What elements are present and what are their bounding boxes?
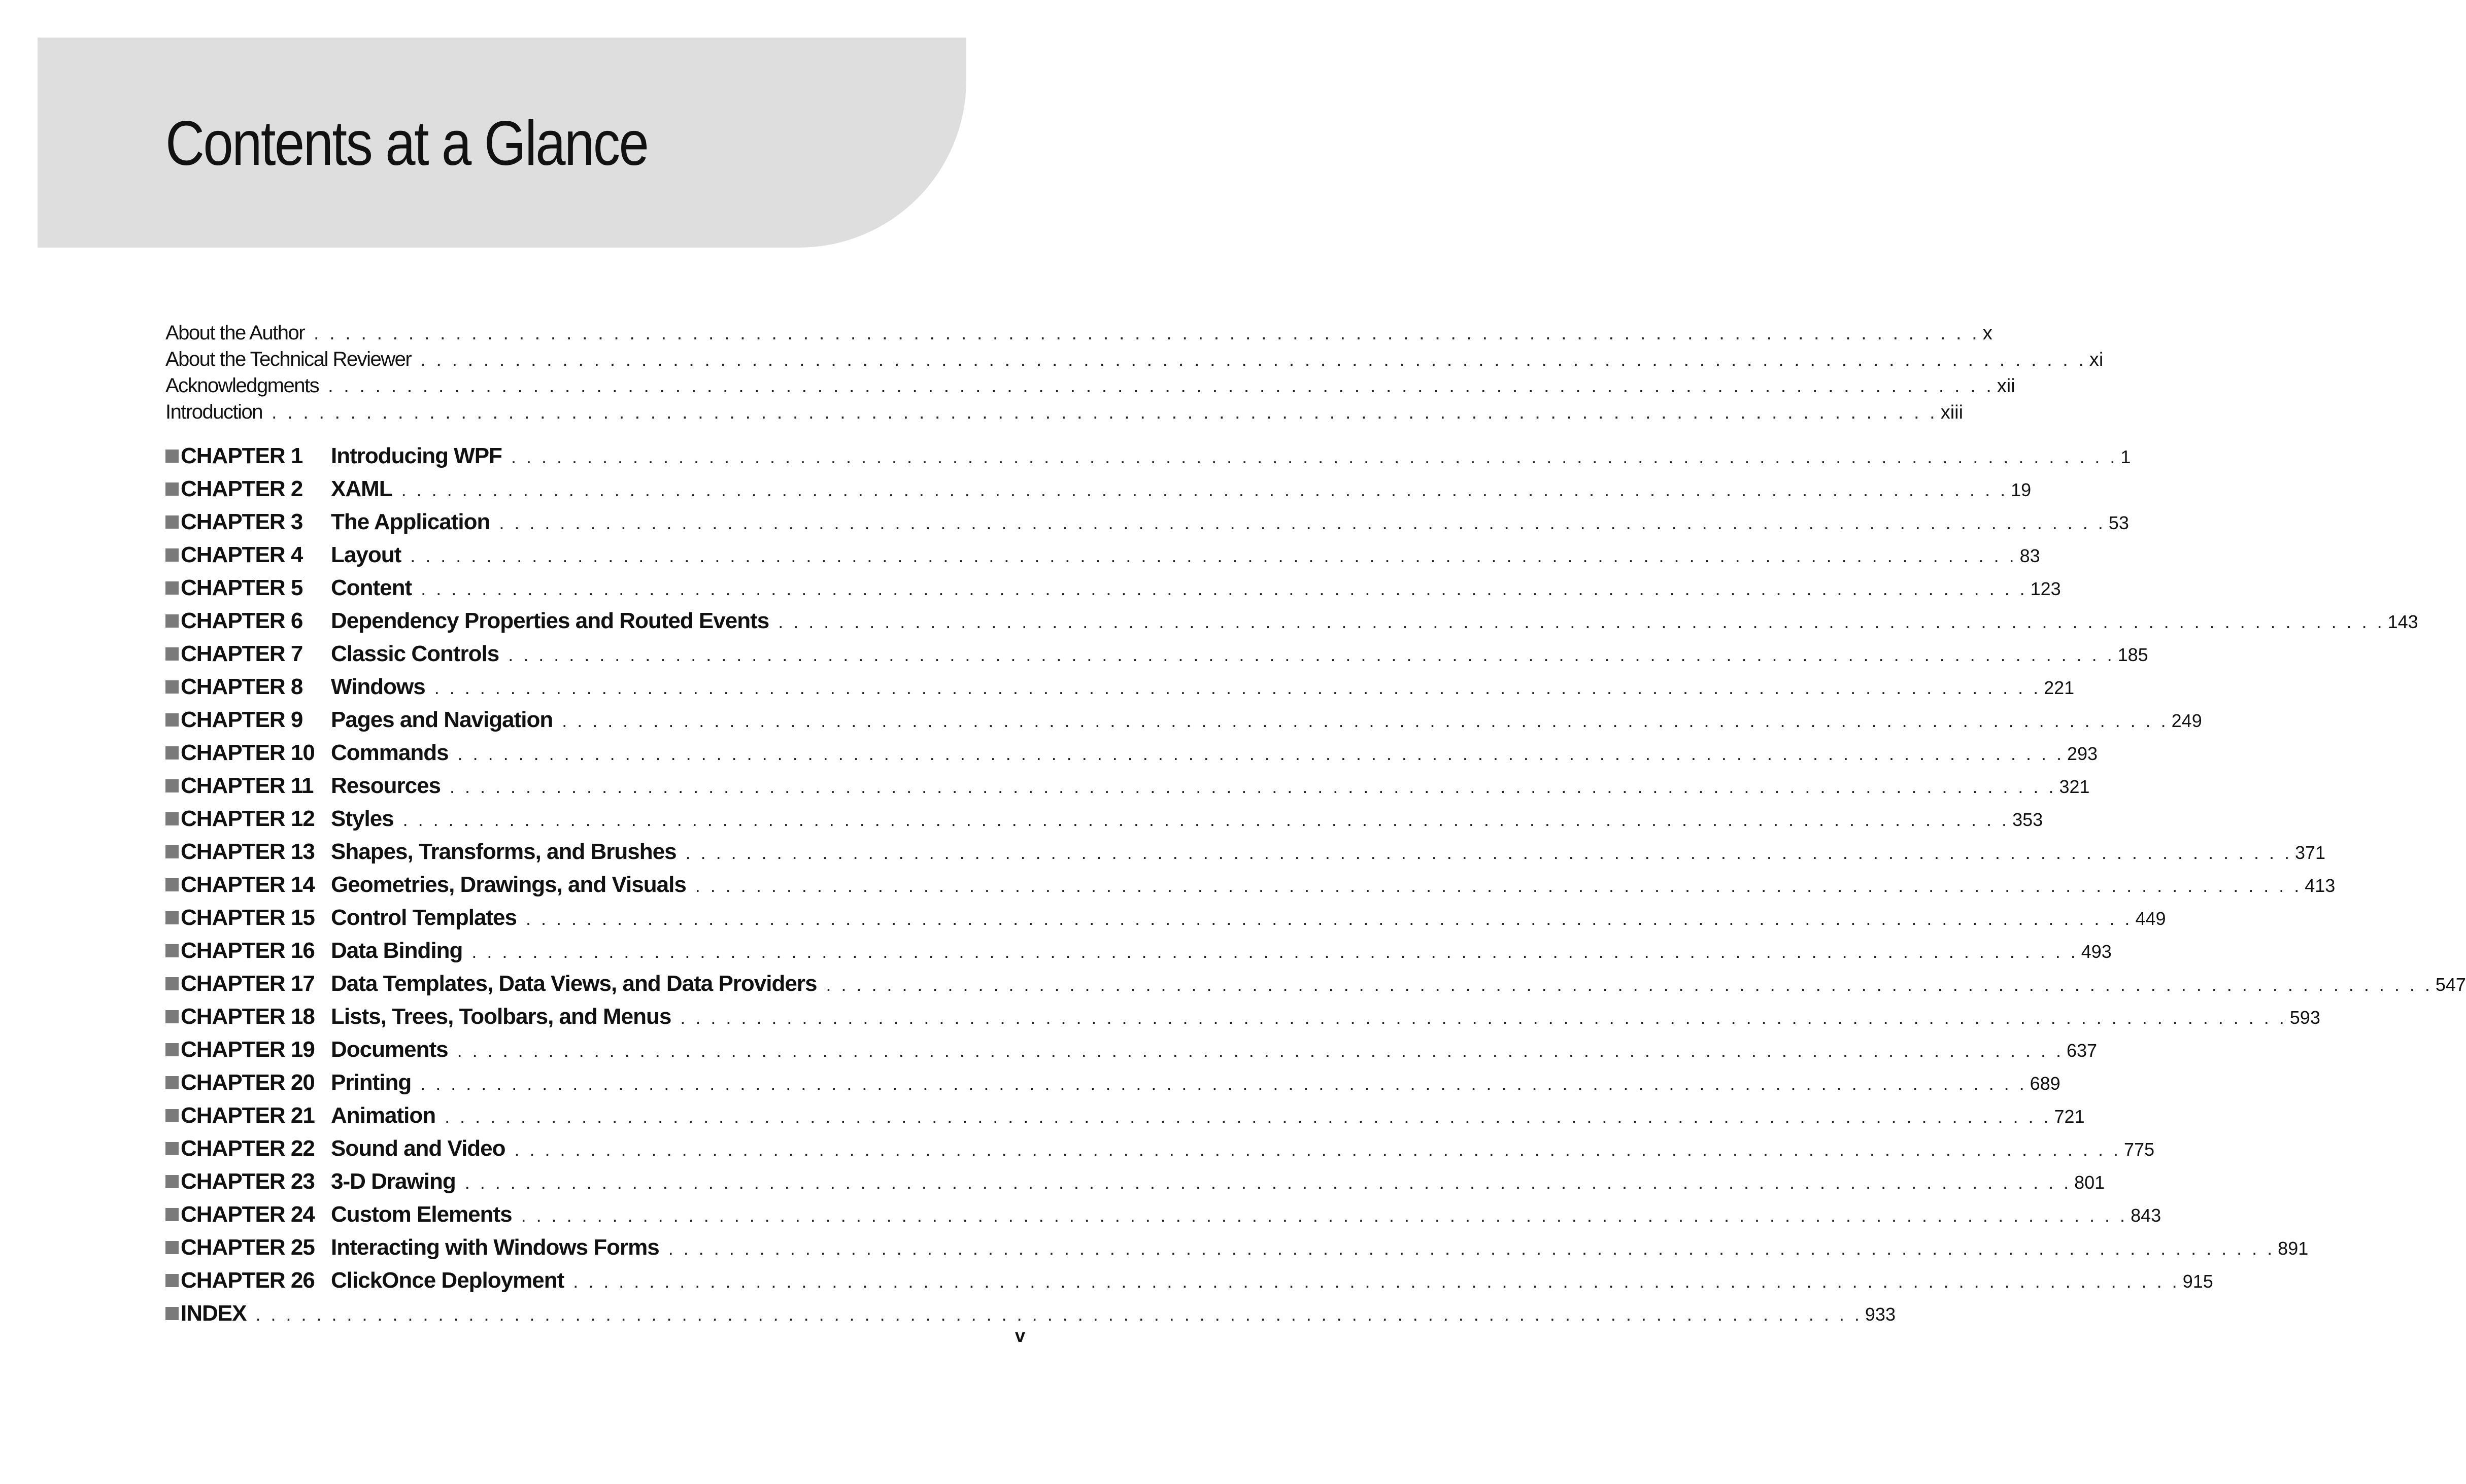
leader-dots: . . . . . . . . . . . . . . . . . . . . . . . . . . . . . . . . . . . . . . . . . . . . . . . . . . . . . . . . . . . . . . . . . . . . . . . . . . . . . . . . . . . . . . . . . . . . . . . . . . . . . . . . . . — [457, 743, 2065, 764]
leader-dots: . . . . . . . . . . . . . . . . . . . . . . . . . . . . . . . . . . . . . . . . . . . . . . . . . . . . . . . . . . . . . . . . . . . . . . . . . . . . . . . . . . . . . . . . . . . . . . . . . . . . . . . . . . — [420, 349, 2086, 370]
leader-dots: . . . . . . . . . . . . . . . . . . . . . . . . . . . . . . . . . . . . . . . . . . . . . . . . . . . . . . . . . . . . . . . . . . . . . . . . . . . . . . . . . . . . . . . . . . . . . . . . . . . . . . . . . . — [434, 677, 2041, 698]
chapter-title: Resources — [331, 773, 441, 798]
entry-page-number: 493 — [2081, 941, 2112, 962]
entry-page-number: 721 — [2054, 1106, 2085, 1127]
entry-page-number: 547 — [2435, 974, 2466, 995]
leader-dots: . . . . . . . . . . . . . . . . . . . . . . . . . . . . . . . . . . . . . . . . . . . . . . . . . . . . . . . . . . . . . . . . . . . . . . . . . . . . . . . . . . . . . . . . . . . . . . . . . . . . . . . . . . — [562, 710, 2169, 731]
entry-page-number: 353 — [2012, 809, 2043, 830]
leader-dots: . . . . . . . . . . . . . . . . . . . . . . . . . . . . . . . . . . . . . . . . . . . . . . . . . . . . . . . . . . . . . . . . . . . . . . . . . . . . . . . . . . . . . . . . . . . . . . . . . . . . . . . . . . — [826, 974, 2433, 995]
toc-entry-chapter[interactable] — [165, 608, 2418, 634]
square-bullet-icon — [165, 812, 179, 825]
leader-dots: . . . . . . . . . . . . . . . . . . . . . . . . . . . . . . . . . . . . . . . . . . . . . . . . . . . . . . . . . . . . . . . . . . . . . . . . . . . . . . . . . . . . . . . . . . . . . . . . . . . . . . . . . . — [421, 578, 2028, 599]
leader-dots: . . . . . . . . . . . . . . . . . . . . . . . . . . . . . . . . . . . . . . . . . . . . . . . . . . . . . . . . . . . . . . . . . . . . . . . . . . . . . . . . . . . . . . . . . . . . . . . . . . . . . . . . . . — [445, 1106, 2051, 1127]
toc-entry-chapter[interactable] — [165, 905, 2166, 930]
square-bullet-icon — [165, 1241, 179, 1254]
toc-entry-chapter[interactable] — [165, 1235, 2309, 1260]
leader-dots: . . . . . . . . . . . . . . . . . . . . . . . . . . . . . . . . . . . . . . . . . . . . . . . . . . . . . . . . . . . . . . . . . . . . . . . . . . . . . . . . . . . . . . . . . . . . . . . . . . . . . . . . . . — [685, 842, 2292, 863]
toc-entry-chapter[interactable] — [165, 1268, 2213, 1293]
square-bullet-icon — [165, 680, 179, 694]
toc-entry-chapter[interactable] — [165, 773, 2090, 799]
entry-page-number: 371 — [2294, 842, 2326, 863]
chapter-number: CHAPTER 20 — [181, 1070, 315, 1095]
leader-dots: . . . . . . . . . . . . . . . . . . . . . . . . . . . . . . . . . . . . . . . . . . . . . . . . . . . . . . . . . . . . . . . . . . . . . . . . . . . . . . . . . . . . . . . . . . . . . . . . . . . . . . . . . . — [410, 545, 2017, 566]
chapter-title: Lists, Trees, Toolbars, and Menus — [331, 1004, 671, 1029]
leader-dots: . . . . . . . . . . . . . . . . . . . . . . . . . . . . . . . . . . . . . . . . . . . . . . . . . . . . . . . . . . . . . . . . . . . . . . . . . . . . . . . . . . . . . . . . . . . . . . . . . . . . . . . . . . — [402, 809, 2010, 830]
toc-entry-chapter[interactable] — [165, 971, 2466, 996]
chapter-title: Classic Controls — [331, 641, 499, 666]
leader-dots: . . . . . . . . . . . . . . . . . . . . . . . . . . . . . . . . . . . . . . . . . . . . . . . . . . . . . . . . . . . . . . . . . . . . . . . . . . . . . . . . . . . . . . . . . . . . . . . . . . . . . . . . . . — [521, 1205, 2128, 1226]
toc-entry-chapter[interactable] — [165, 1169, 2105, 1194]
chapter-title: Data Binding — [331, 938, 463, 963]
entry-page-number: 637 — [2067, 1040, 2098, 1061]
chapter-number: CHAPTER 1 — [181, 443, 303, 468]
chapter-number: CHAPTER 7 — [181, 641, 303, 666]
leader-dots: . . . . . . . . . . . . . . . . . . . . . . . . . . . . . . . . . . . . . . . . . . . . . . . . . . . . . . . . . . . . . . . . . . . . . . . . . . . . . . . . . . . . . . . . . . . . . . . . . . . . . . . . . . — [668, 1238, 2275, 1259]
chapter-number: CHAPTER 3 — [181, 509, 303, 534]
toc-entry-chapter[interactable] — [165, 641, 2148, 667]
chapter-number: CHAPTER 19 — [181, 1037, 315, 1062]
entry-page-number: 933 — [1865, 1304, 1896, 1325]
square-bullet-icon — [165, 1142, 179, 1155]
leader-dots: . . . . . . . . . . . . . . . . . . . . . . . . . . . . . . . . . . . . . . . . . . . . . . . . . . . . . . . . . . . . . . . . . . . . . . . . . . . . . . . . . . . . . . . . . . . . . . . . . . . . . . . . . . — [508, 644, 2115, 665]
toc-entry-chapter[interactable] — [165, 806, 2043, 832]
leader-dots: . . . . . . . . . . . . . . . . . . . . . . . . . . . . . . . . . . . . . . . . . . . . . . . . . . . . . . . . . . . . . . . . . . . . . . . . . . . . . . . . . . . . . . . . . . . . . . . . . . . . . . . . . . — [464, 1172, 2072, 1193]
toc-entry-chapter[interactable] — [165, 542, 2040, 568]
leader-dots: . . . . . . . . . . . . . . . . . . . . . . . . . . . . . . . . . . . . . . . . . . . . . . . . . . . . . . . . . . . . . . . . . . . . . . . . . . . . . . . . . . . . . . . . . . . . . . . . . . . . . . . . . . — [272, 402, 1938, 423]
toc-entry-chapter[interactable] — [165, 1037, 2098, 1062]
chapter-number: CHAPTER 12 — [181, 806, 315, 831]
square-bullet-icon — [165, 1109, 179, 1122]
chapter-number: CHAPTER 23 — [181, 1169, 315, 1194]
entry-page-number: 689 — [2030, 1073, 2060, 1094]
square-bullet-icon — [165, 878, 179, 891]
entry-page-number: 593 — [2289, 1007, 2320, 1028]
entry-page-number: x — [1982, 323, 1992, 344]
toc-entry-chapter[interactable] — [165, 1070, 2060, 1095]
entry-page-number: 449 — [2135, 908, 2166, 929]
chapter-title: Printing — [331, 1070, 412, 1095]
square-bullet-icon — [165, 1010, 179, 1023]
leader-dots: . . . . . . . . . . . . . . . . . . . . . . . . . . . . . . . . . . . . . . . . . . . . . . . . . . . . . . . . . . . . . . . . . . . . . . . . . . . . . . . . . . . . . . . . . . . . . . . . . . . . . . . . . . — [450, 776, 2056, 797]
leader-dots: . . . . . . . . . . . . . . . . . . . . . . . . . . . . . . . . . . . . . . . . . . . . . . . . . . . . . . . . . . . . . . . . . . . . . . . . . . . . . . . . . . . . . . . . . . . . . . . . . . . . . . . . . . — [573, 1271, 2180, 1292]
square-bullet-icon — [165, 614, 179, 628]
chapter-title: Dependency Properties and Routed Events — [331, 608, 769, 633]
chapter-number: CHAPTER 13 — [181, 839, 315, 864]
chapter-title: Shapes, Transforms, and Brushes — [331, 839, 677, 864]
square-bullet-icon — [165, 1076, 179, 1089]
square-bullet-icon — [165, 1307, 179, 1320]
leader-dots: . . . . . . . . . . . . . . . . . . . . . . . . . . . . . . . . . . . . . . . . . . . . . . . . . . . . . . . . . . . . . . . . . . . . . . . . . . . . . . . . . . . . . . . . . . . . . . . . . . . . . . . . . . — [695, 875, 2302, 896]
chapter-title: Animation — [331, 1103, 436, 1128]
page-title: Contents at a Glance — [165, 109, 648, 179]
toc-entry-front-matter[interactable] — [165, 401, 1964, 424]
entry-page-number: 83 — [2019, 545, 2040, 566]
toc-entry-chapter[interactable] — [165, 443, 2131, 469]
chapter-number: CHAPTER 6 — [181, 608, 303, 633]
entry-label: Acknowledgments — [165, 374, 319, 397]
leader-dots: . . . . . . . . . . . . . . . . . . . . . . . . . . . . . . . . . . . . . . . . . . . . . . . . . . . . . . . . . . . . . . . . . . . . . . . . . . . . . . . . . . . . . . . . . . . . . . . . . . . . . . . . . . — [314, 323, 1980, 344]
square-bullet-icon — [165, 746, 179, 760]
chapter-number: CHAPTER 4 — [181, 542, 303, 567]
chapter-title: Custom Elements — [331, 1202, 512, 1227]
leader-dots: . . . . . . . . . . . . . . . . . . . . . . . . . . . . . . . . . . . . . . . . . . . . . . . . . . . . . . . . . . . . . . . . . . . . . . . . . . . . . . . . . . . . . . . . . . . . . . . . . . . . . . . . . . — [778, 611, 2385, 632]
square-bullet-icon — [165, 482, 179, 496]
toc-entry-chapter[interactable] — [165, 938, 2112, 963]
index-label: INDEX — [181, 1301, 247, 1326]
square-bullet-icon — [165, 944, 179, 957]
entry-page-number: xi — [2089, 349, 2104, 370]
toc-entry-chapter[interactable] — [165, 509, 2129, 535]
square-bullet-icon — [165, 581, 179, 595]
chapter-number: CHAPTER 18 — [181, 1004, 315, 1029]
chapter-number: CHAPTER 11 — [181, 773, 314, 798]
toc-entry-chapter[interactable] — [165, 1202, 2161, 1227]
chapter-number: CHAPTER 21 — [181, 1103, 315, 1128]
chapter-title: Control Templates — [331, 905, 517, 930]
entry-page-number: 221 — [2044, 677, 2075, 698]
square-bullet-icon — [165, 450, 179, 463]
leader-dots: . . . . . . . . . . . . . . . . . . . . . . . . . . . . . . . . . . . . . . . . . . . . . . . . . . . . . . . . . . . . . . . . . . . . . . . . . . . . . . . . . . . . . . . . . . . . . . . . . . . . . . . . . . — [255, 1304, 1862, 1325]
toc-entry-chapter[interactable] — [165, 839, 2326, 865]
entry-page-number: 775 — [2123, 1139, 2155, 1160]
chapter-title: Styles — [331, 806, 394, 831]
chapter-title: Introducing WPF — [331, 443, 502, 468]
toc-entry-index[interactable] — [165, 1301, 1896, 1326]
entry-page-number: xii — [1997, 375, 2015, 397]
toc-entry-chapter[interactable] — [165, 707, 2202, 733]
entry-page-number: 413 — [2305, 875, 2336, 896]
toc-entry-chapter[interactable] — [165, 1136, 2155, 1161]
toc-entry-chapter[interactable] — [165, 575, 2061, 601]
chapter-number: CHAPTER 2 — [181, 476, 303, 501]
square-bullet-icon — [165, 779, 179, 792]
entry-page-number: 123 — [2030, 578, 2061, 599]
leader-dots: . . . . . . . . . . . . . . . . . . . . . . . . . . . . . . . . . . . . . . . . . . . . . . . . . . . . . . . . . . . . . . . . . . . . . . . . . . . . . . . . . . . . . . . . . . . . . . . . . . . . . . . . . . — [457, 1040, 2064, 1061]
entry-page-number: 249 — [2171, 710, 2202, 731]
chapter-title: Interacting with Windows Forms — [331, 1235, 659, 1260]
chapter-title: Commands — [331, 740, 449, 765]
leader-dots: . . . . . . . . . . . . . . . . . . . . . . . . . . . . . . . . . . . . . . . . . . . . . . . . . . . . . . . . . . . . . . . . . . . . . . . . . . . . . . . . . . . . . . . . . . . . . . . . . . . . . . . . . . — [499, 512, 2106, 533]
entry-page-number: 843 — [2131, 1205, 2161, 1226]
leader-dots: . . . . . . . . . . . . . . . . . . . . . . . . . . . . . . . . . . . . . . . . . . . . . . . . . . . . . . . . . . . . . . . . . . . . . . . . . . . . . . . . . . . . . . . . . . . . . . . . . . . . . . . . . . — [511, 446, 2118, 467]
square-bullet-icon — [165, 647, 179, 661]
entry-page-number: 801 — [2074, 1172, 2105, 1193]
entry-page-number: 185 — [2117, 644, 2148, 665]
entry-page-number: 321 — [2059, 776, 2090, 797]
square-bullet-icon — [165, 1043, 179, 1056]
square-bullet-icon — [165, 515, 179, 529]
chapter-title: Windows — [331, 674, 425, 699]
chapter-title: ClickOnce Deployment — [331, 1268, 564, 1293]
chapter-title: XAML — [331, 476, 392, 501]
square-bullet-icon — [165, 1208, 179, 1221]
square-bullet-icon — [165, 977, 179, 990]
entry-page-number: 891 — [2278, 1238, 2309, 1259]
chapter-title: 3-D Drawing — [331, 1169, 456, 1194]
chapter-number: CHAPTER 22 — [181, 1136, 315, 1161]
chapter-number: CHAPTER 15 — [181, 905, 315, 930]
chapter-title: Documents — [331, 1037, 448, 1062]
toc-entry-chapter[interactable] — [165, 1103, 2085, 1128]
square-bullet-icon — [165, 845, 179, 858]
entry-label: Introduction — [165, 401, 263, 423]
entry-label: About the Author — [165, 322, 305, 344]
chapter-title: Sound and Video — [331, 1136, 505, 1161]
chapter-title: Layout — [331, 542, 401, 567]
leader-dots: . . . . . . . . . . . . . . . . . . . . . . . . . . . . . . . . . . . . . . . . . . . . . . . . . . . . . . . . . . . . . . . . . . . . . . . . . . . . . . . . . . . . . . . . . . . . . . . . . . . . . . . . . . — [328, 375, 1994, 397]
entry-page-number: 915 — [2182, 1271, 2213, 1292]
chapter-number: CHAPTER 16 — [181, 938, 315, 963]
chapter-number: CHAPTER 14 — [181, 872, 315, 897]
toc-entry-chapter[interactable] — [165, 674, 2075, 700]
chapter-title: Data Templates, Data Views, and Data Providers — [331, 971, 817, 996]
toc-entry-chapter[interactable] — [165, 1004, 2320, 1029]
entry-page-number: 1 — [2120, 446, 2131, 467]
toc-entry-front-matter[interactable] — [165, 322, 1992, 344]
chapter-number: CHAPTER 25 — [181, 1235, 315, 1260]
chapter-title: Content — [331, 575, 412, 600]
toc-entry-front-matter[interactable] — [165, 374, 2015, 397]
page-folio: v — [1015, 1325, 1026, 1346]
entry-page-number: 143 — [2387, 611, 2418, 632]
entry-page-number: 53 — [2108, 512, 2129, 533]
toc-entry-chapter[interactable] — [165, 476, 2032, 502]
entry-page-number: 19 — [2011, 479, 2032, 500]
chapter-number: CHAPTER 17 — [181, 971, 315, 996]
chapter-number: CHAPTER 24 — [181, 1202, 315, 1227]
chapter-number: CHAPTER 5 — [181, 575, 303, 600]
leader-dots: . . . . . . . . . . . . . . . . . . . . . . . . . . . . . . . . . . . . . . . . . . . . . . . . . . . . . . . . . . . . . . . . . . . . . . . . . . . . . . . . . . . . . . . . . . . . . . . . . . . . . . . . . . — [401, 479, 2008, 500]
chapter-title: The Application — [331, 509, 490, 534]
chapter-number: CHAPTER 9 — [181, 707, 303, 732]
entry-page-number: 293 — [2067, 743, 2098, 764]
chapter-number: CHAPTER 26 — [181, 1268, 315, 1293]
leader-dots: . . . . . . . . . . . . . . . . . . . . . . . . . . . . . . . . . . . . . . . . . . . . . . . . . . . . . . . . . . . . . . . . . . . . . . . . . . . . . . . . . . . . . . . . . . . . . . . . . . . . . . . . . . — [514, 1139, 2121, 1160]
square-bullet-icon — [165, 713, 179, 727]
toc-entry-chapter[interactable] — [165, 740, 2098, 766]
leader-dots: . . . . . . . . . . . . . . . . . . . . . . . . . . . . . . . . . . . . . . . . . . . . . . . . . . . . . . . . . . . . . . . . . . . . . . . . . . . . . . . . . . . . . . . . . . . . . . . . . . . . . . . . . . — [420, 1073, 2027, 1094]
entry-page-number: xiii — [1940, 402, 1964, 423]
square-bullet-icon — [165, 548, 179, 562]
chapter-title: Geometries, Drawings, and Visuals — [331, 872, 686, 897]
toc-entry-chapter[interactable] — [165, 872, 2336, 898]
square-bullet-icon — [165, 911, 179, 924]
chapter-number: CHAPTER 10 — [181, 740, 315, 765]
leader-dots: . . . . . . . . . . . . . . . . . . . . . . . . . . . . . . . . . . . . . . . . . . . . . . . . . . . . . . . . . . . . . . . . . . . . . . . . . . . . . . . . . . . . . . . . . . . . . . . . . . . . . . . . . . — [680, 1007, 2287, 1028]
square-bullet-icon — [165, 1175, 179, 1188]
leader-dots: . . . . . . . . . . . . . . . . . . . . . . . . . . . . . . . . . . . . . . . . . . . . . . . . . . . . . . . . . . . . . . . . . . . . . . . . . . . . . . . . . . . . . . . . . . . . . . . . . . . . . . . . . . — [526, 908, 2133, 929]
square-bullet-icon — [165, 1274, 179, 1287]
toc-entry-front-matter[interactable] — [165, 348, 2104, 371]
entry-label: About the Technical Reviewer — [165, 348, 412, 370]
leader-dots: . . . . . . . . . . . . . . . . . . . . . . . . . . . . . . . . . . . . . . . . . . . . . . . . . . . . . . . . . . . . . . . . . . . . . . . . . . . . . . . . . . . . . . . . . . . . . . . . . . . . . . . . . . — [471, 941, 2078, 962]
chapter-number: CHAPTER 8 — [181, 674, 303, 699]
chapter-title: Pages and Navigation — [331, 707, 553, 732]
